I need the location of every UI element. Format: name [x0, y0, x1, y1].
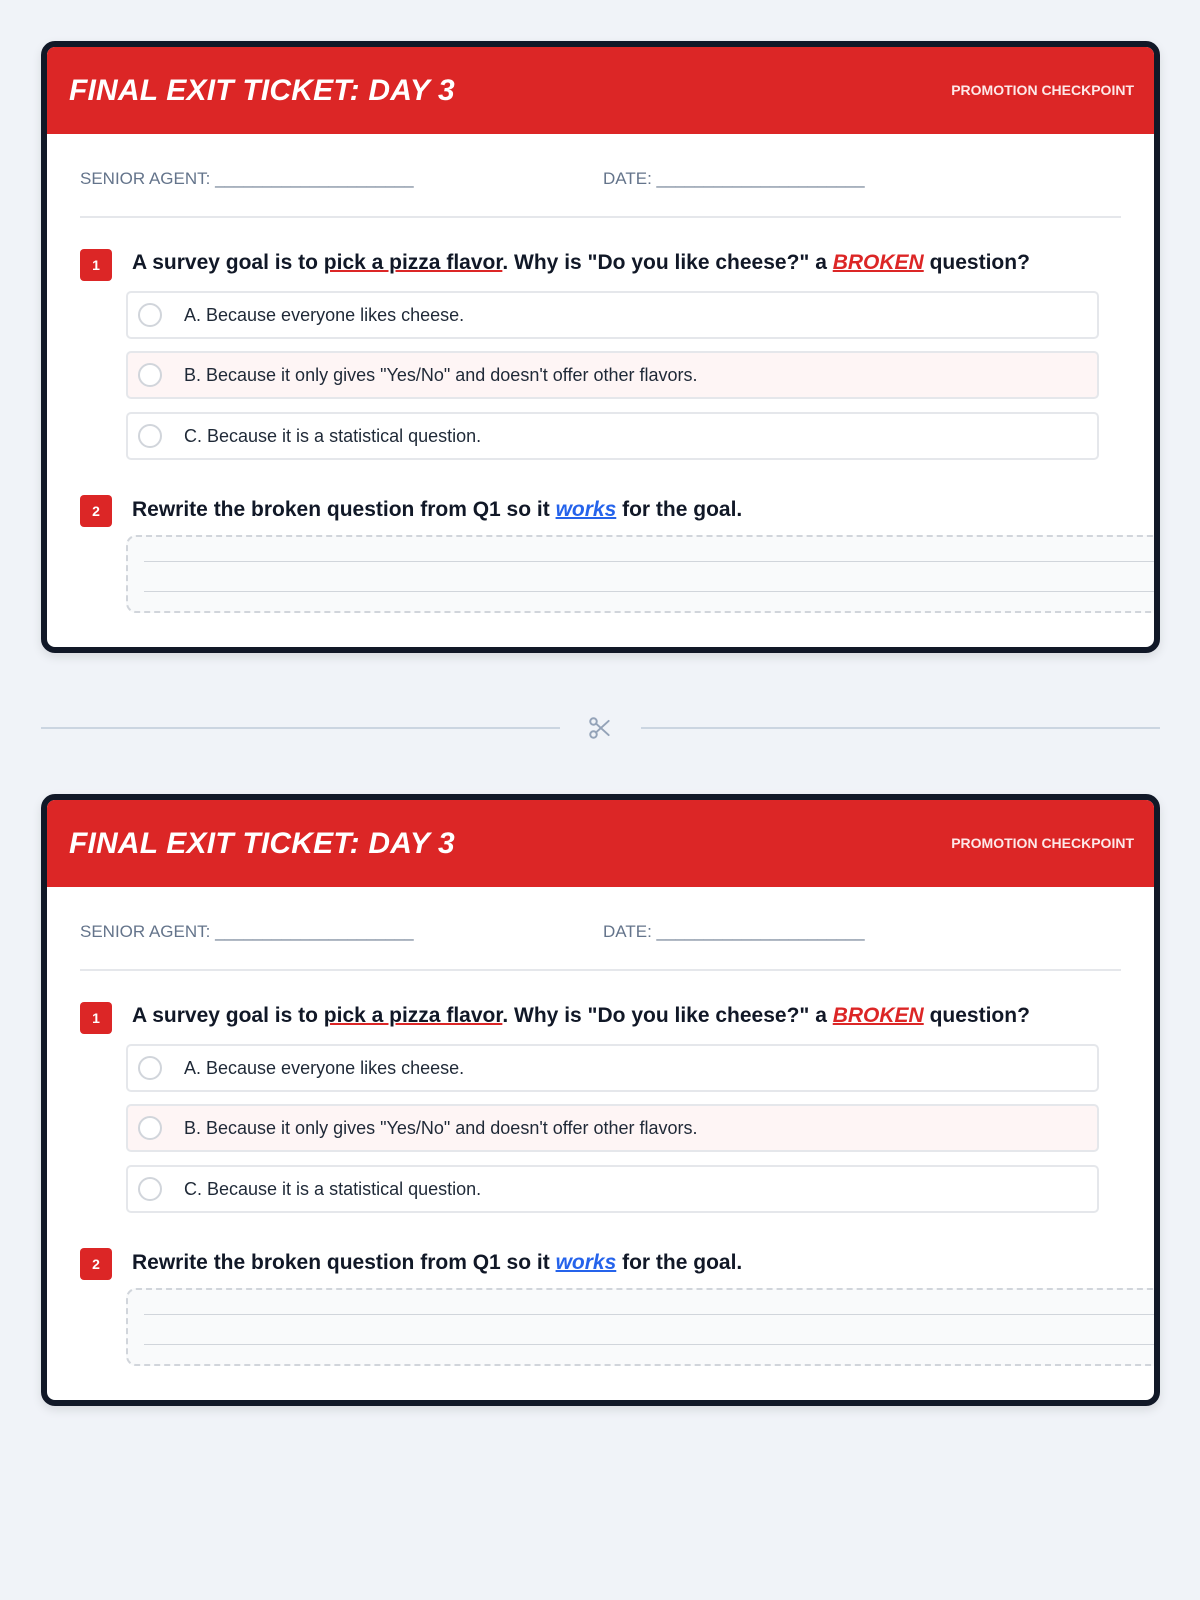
broken-emphasis: BROKEN [832, 1004, 924, 1027]
goal-underlined: pick a pizza flavor [323, 251, 503, 274]
option-c[interactable] [126, 1165, 1099, 1213]
answer-box[interactable] [126, 1288, 1160, 1366]
works-emphasis: works [555, 498, 617, 521]
option-a[interactable] [126, 291, 1099, 339]
option-b-label: B. Because it only gives "Yes/No" and doesn't offer other flavors. [184, 365, 698, 385]
writing-line [144, 1344, 1160, 1345]
cut-line-right [641, 727, 1160, 729]
question-1-number: 1 [80, 1002, 112, 1034]
date-field[interactable]: DATE: ______________________ [603, 169, 865, 188]
answer-box[interactable] [126, 535, 1160, 613]
cut-line-left [41, 727, 560, 729]
radio-button[interactable] [138, 1177, 162, 1201]
broken-emphasis: BROKEN [832, 251, 924, 274]
ticket-header [47, 800, 1154, 887]
exit-ticket-bottom [41, 794, 1160, 1406]
question-2-text: Rewrite the broken question from Q1 so it works for the goal. [132, 1251, 743, 1274]
question-2-text: Rewrite the broken question from Q1 so it works for the goal. [132, 498, 743, 521]
radio-button[interactable] [138, 363, 162, 387]
date-field[interactable]: DATE: ______________________ [603, 922, 865, 941]
option-b[interactable] [126, 1104, 1099, 1152]
radio-button[interactable] [138, 1116, 162, 1140]
divider [80, 216, 1121, 218]
option-b-label: B. Because it only gives "Yes/No" and doesn't offer other flavors. [184, 1118, 698, 1138]
goal-underlined: pick a pizza flavor [323, 1004, 503, 1027]
senior-agent-field[interactable]: SENIOR AGENT: _____________________ [80, 169, 414, 188]
scissors-icon [587, 715, 613, 741]
writing-line [144, 1314, 1160, 1315]
question-1-text: A survey goal is to pick a pizza flavor. Why is "Do you like cheese?" a BROKEN question? [132, 251, 1030, 274]
option-a-label: A. Because everyone likes cheese. [184, 1058, 465, 1078]
works-emphasis: works [555, 1251, 617, 1274]
option-c[interactable] [126, 412, 1099, 460]
question-1-number: 1 [80, 249, 112, 281]
writing-line [144, 591, 1160, 592]
writing-line [144, 561, 1160, 562]
ticket-title: FINAL EXIT TICKET: DAY 3 [69, 827, 455, 860]
option-a[interactable] [126, 1044, 1099, 1092]
question-2-number: 2 [80, 1248, 112, 1280]
radio-button[interactable] [138, 303, 162, 327]
option-c-label: C. Because it is a statistical question. [184, 1179, 482, 1199]
checkpoint-badge: PROMOTION CHECKPOINT [951, 835, 1134, 851]
ticket-header [47, 47, 1154, 134]
option-a-label: A. Because everyone likes cheese. [184, 305, 465, 325]
question-2-number: 2 [80, 495, 112, 527]
option-c-label: C. Because it is a statistical question. [184, 426, 482, 446]
senior-agent-field[interactable]: SENIOR AGENT: _____________________ [80, 922, 414, 941]
radio-button[interactable] [138, 424, 162, 448]
exit-ticket-top [41, 41, 1160, 653]
option-b[interactable] [126, 351, 1099, 399]
radio-button[interactable] [138, 1056, 162, 1080]
checkpoint-badge: PROMOTION CHECKPOINT [951, 82, 1134, 98]
ticket-title: FINAL EXIT TICKET: DAY 3 [69, 74, 455, 107]
divider [80, 969, 1121, 971]
question-1-text: A survey goal is to pick a pizza flavor. Why is "Do you like cheese?" a BROKEN question? [132, 1004, 1030, 1027]
